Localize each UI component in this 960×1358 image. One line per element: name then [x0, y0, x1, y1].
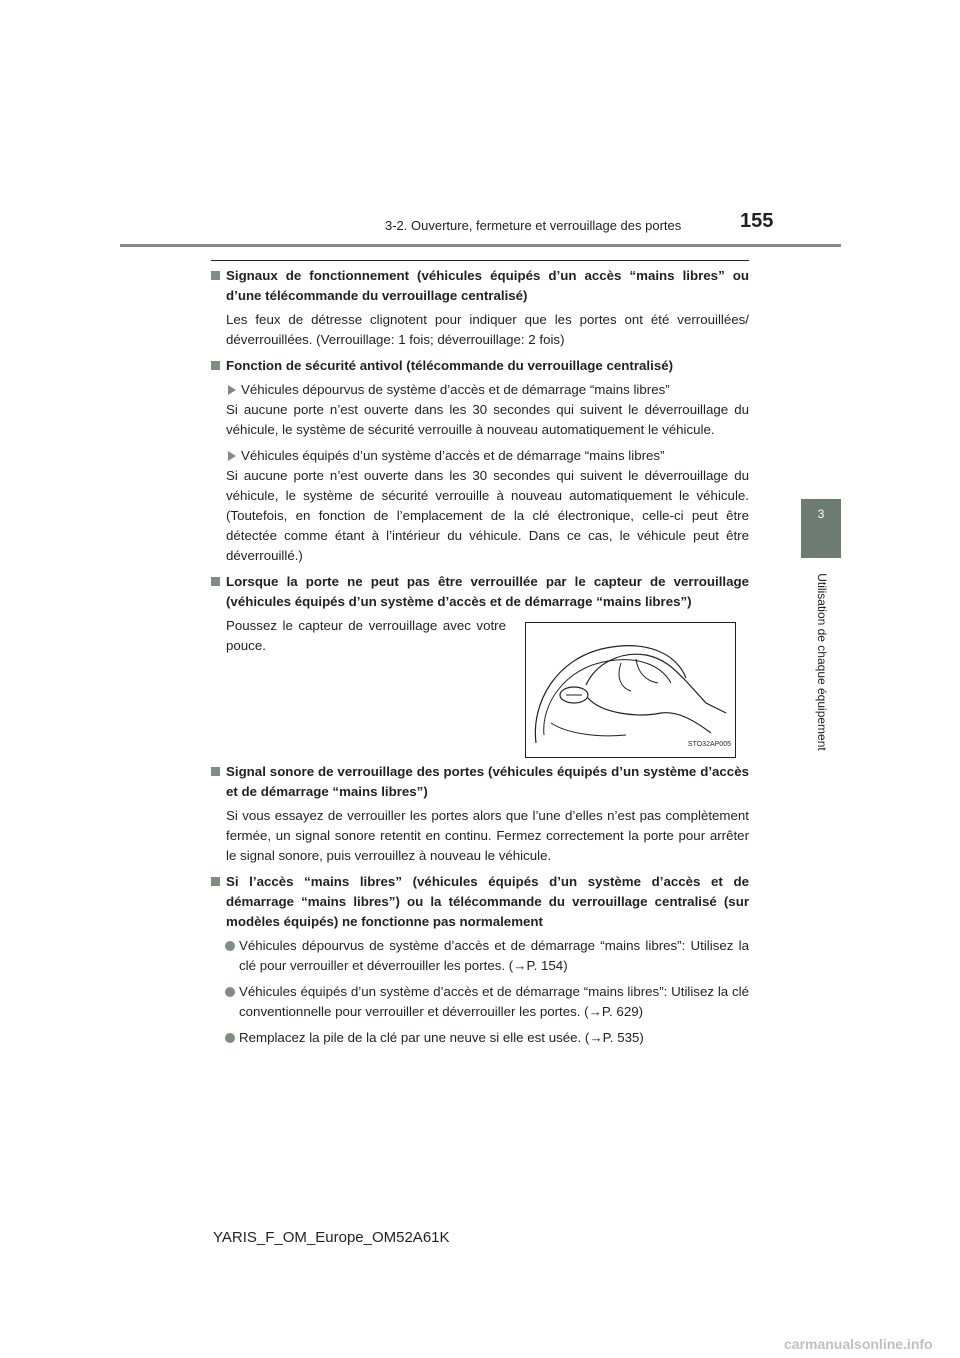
section-lock-sensor: [211, 572, 749, 756]
list-item: [211, 936, 749, 976]
heading-text: Signal sonore de verrouillage des portes (véhicules équipés d’un système d’accès et de démarrage “mains libres”): [226, 764, 749, 799]
footer-code: YARIS_F_OM_Europe_OM52A61K: [213, 1229, 450, 1246]
sub-text: Si aucune porte n’est ouverte dans les 30 secondes qui suivent le déverrouillage du véhicule, le système de sécurité verrouille à nouveau automatiquement le véhicule. (Toutefois, en fonction de l’emplacement de la clé électronique, celle-ci peut être détectée comme étant à l’intérieur du véhicule. Dans ce cas, le véhicule peut être déverrouillé.): [226, 468, 749, 563]
side-label: [812, 565, 832, 765]
sub-label: [211, 446, 749, 466]
section-antitheft: [211, 356, 749, 566]
side-tab-number: 3: [817, 507, 825, 521]
circle-bullet-icon: [225, 941, 235, 951]
header-rule: [120, 244, 841, 247]
content-rule: [211, 260, 749, 261]
door-handle-figure: [525, 622, 736, 758]
sub-label-text: Véhicules équipés d’un système d’accès et de démarrage “mains libres”: [241, 448, 665, 463]
triangle-arrow-icon: [228, 385, 236, 395]
heading-text: Lorsque la porte ne peut pas être verrouillée par le capteur de verrouillage (véhicules équipés d’un système d’accès et de démarrage “mains libres”): [226, 574, 749, 609]
section-heading: [211, 356, 749, 376]
watermark[interactable]: carmanualsonline.info: [784, 1336, 933, 1352]
heading-text: Signaux de fonctionnement (véhicules équipés d’un accès “mains libres” ou d’une télécommande du verrouillage centralisé): [226, 268, 749, 303]
page-number: 155: [740, 210, 774, 232]
square-bullet-icon: [211, 361, 220, 370]
section-heading: [211, 872, 749, 932]
circle-bullet-icon: [225, 987, 235, 997]
sub-label: [211, 380, 749, 400]
section-heading: [211, 572, 749, 612]
side-label-text: Utilisation de chaque équipement: [815, 573, 829, 751]
section-signals: [211, 266, 749, 350]
heading-text: Si l’accès “mains libres” (véhicules équipés d’un système d’accès et de démarrage “mains libres”) ou la télécommande du verrouillage centralisé (sur modèles équipés) ne fonctionne pas normalement: [226, 874, 749, 929]
section-text: Poussez le capteur de verrouillage avec votre pouce.: [226, 618, 506, 653]
header-section-title: 3-2. Ouverture, fermeture et verrouillage des portes: [385, 218, 682, 233]
square-bullet-icon: [211, 577, 220, 586]
list-item: [211, 982, 749, 1022]
triangle-arrow-icon: [228, 451, 236, 461]
figure-row: [211, 616, 749, 756]
figure-code: STO32AP005: [687, 741, 731, 748]
section-text: Si vous essayez de verrouiller les portes alors que l’une d’elles n’est pas complètement fermée, un signal sonore retentit en continu. Fermez correctement la porte pour arrêter le signal sonore, puis verrouillez à nouveau le véhicule.: [226, 808, 749, 863]
square-bullet-icon: [211, 271, 220, 280]
section-buzzer: [211, 762, 749, 866]
list-item-text: Remplacez la pile de la clé par une neuve si elle est usée. (→P. 535): [239, 1030, 644, 1045]
section-heading: [211, 762, 749, 802]
section-text: Les feux de détresse clignotent pour indiquer que les portes ont été verrouillées/ déverrouillées. (Verrouillage: 1 fois; déverrouillage: 2 fois): [226, 312, 749, 347]
section-heading: [211, 266, 749, 306]
sub-text: Si aucune porte n’est ouverte dans les 30 secondes qui suivent le déverrouillage du véhicule, le système de sécurité verrouille à nouveau automatiquement le véhicule.: [226, 402, 749, 437]
square-bullet-icon: [211, 767, 220, 776]
page-content: [211, 266, 749, 1054]
list-item-text: Véhicules dépourvus de système d’accès et de démarrage “mains libres”: Utilisez la clé pour verrouiller et déverrouiller les portes. (→P. 154): [239, 938, 749, 973]
side-tab: [801, 499, 841, 558]
sub-label-text: Véhicules dépourvus de système d’accès et de démarrage “mains libres”: [241, 382, 670, 397]
circle-bullet-icon: [225, 1033, 235, 1043]
square-bullet-icon: [211, 877, 220, 886]
list-item-text: Véhicules équipés d’un système d’accès et de démarrage “mains libres”: Utilisez la clé conventionnelle pour verrouiller et déverrouiller les portes. (→P. 629): [239, 984, 749, 1019]
heading-text: Fonction de sécurité antivol (télécommande du verrouillage centralisé): [226, 358, 674, 373]
list-item: [211, 1028, 749, 1048]
section-malfunction: [211, 872, 749, 1048]
